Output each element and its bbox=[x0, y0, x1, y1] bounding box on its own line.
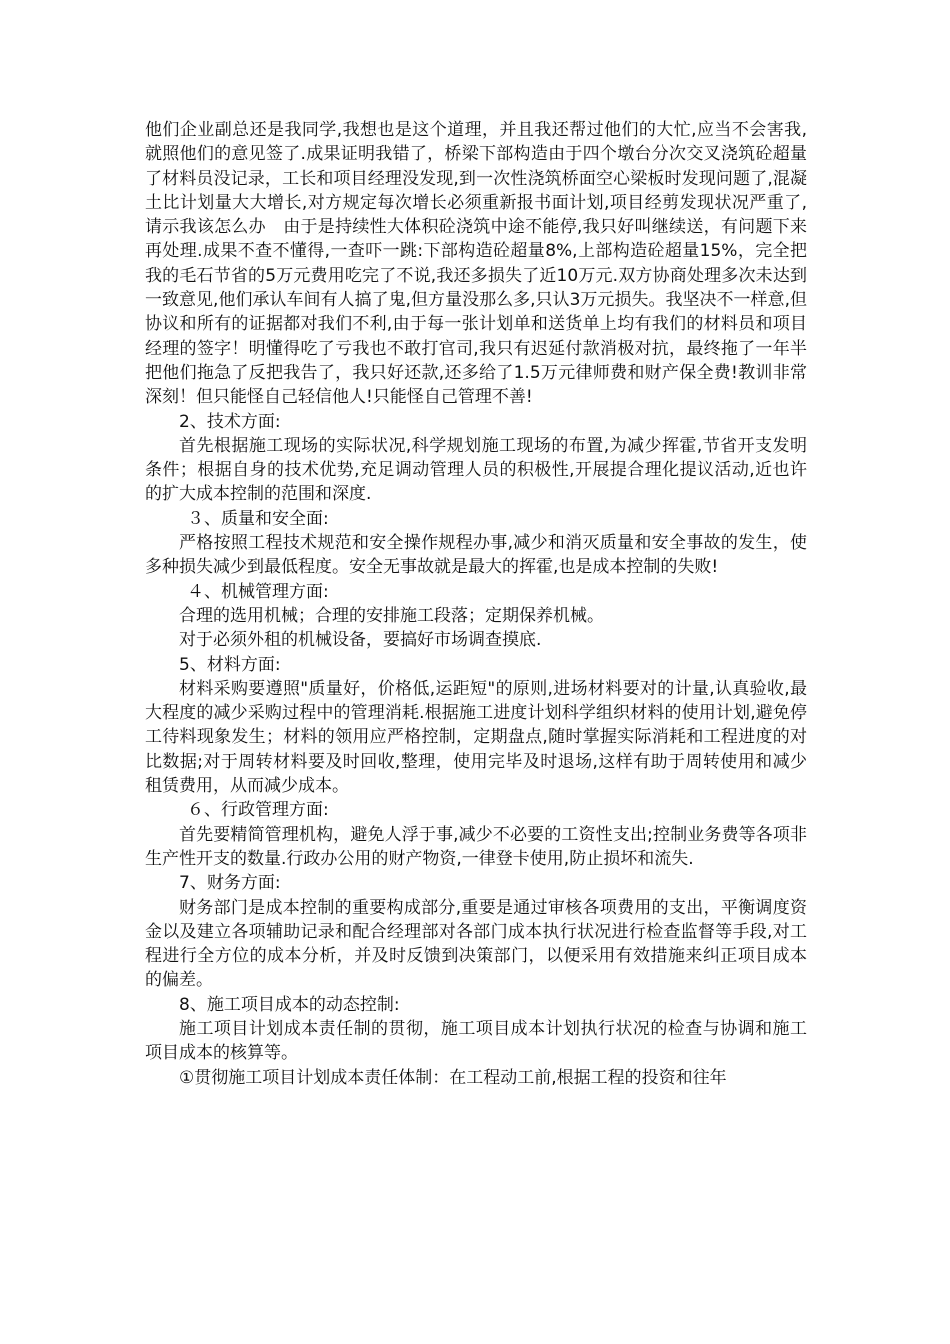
document-page bbox=[145, 118, 807, 1090]
paragraph-machinery-1: 合理的选用机械；合理的安排施工段落；定期保养机械。 bbox=[179, 605, 604, 626]
paragraph-quality-safety: 严格按照工程技术规范和安全操作规程办事,减少和消灭质量和安全事故的发生，使多种损失减少到最低程度。安全无事故就是最大的挥霍,也是成本控制的失败! bbox=[145, 533, 807, 578]
heading-materials: 5、材料方面: bbox=[179, 654, 281, 675]
paragraph-administration: 首先要精简管理机构，避免人浮于事,减少不必要的工资性支出;控制业务费等各项非生产性开支的数量.行政办公用的财产物资,一律登卡使用,防止损坏和流失. bbox=[145, 824, 807, 869]
heading-dynamic-control: 8、施工项目成本的动态控制: bbox=[179, 994, 400, 1015]
heading-machinery: ４、机械管理方面: bbox=[187, 581, 329, 602]
heading-administration: ６、行政管理方面: bbox=[187, 800, 329, 821]
paragraph-finance: 财务部门是成本控制的重要构成部分,重要是通过审核各项费用的支出，平衡调度资金以及建立各项辅助记录和配合经理部对各部门成本执行状况进行检查监督等手段,对工程进行全方位的成本分析，并及时反馈到决策部门，以便采用有效措施来纠正项目成本的偏差。 bbox=[145, 897, 807, 991]
paragraph-item-1: ①贯彻施工项目计划成本责任体制：在工程动工前,根据工程的投资和往年 bbox=[179, 1067, 727, 1088]
heading-quality-safety: ３、质量和安全面: bbox=[187, 508, 329, 529]
heading-technical: 2、技术方面: bbox=[179, 411, 281, 432]
paragraph-materials: 材料采购要遵照"质量好，价格低,运距短"的原则,进场材料要对的计量,认真验收,最大程度的减少采购过程中的管理消耗.根据施工进度计划科学组织材料的使用计划,避免停工待料现象发生；材料的领用应严格控制，定期盘点,随时掌握实际消耗和工程进度的对比数据;对于周转材料要及时回收,整理，使用完毕及时退场,这样有助于周转使用和减少租赁费用，从而减少成本。 bbox=[145, 678, 807, 797]
paragraph-machinery-2: 对于必须外租的机械设备，要搞好市场调查摸底. bbox=[179, 630, 542, 651]
paragraph-technical: 首先根据施工现场的实际状况,科学规划施工现场的布置,为减少挥霍,节省开支发明条件；根据自身的技术优势,充足调动管理人员的积极性,开展提合理化提议活动,近也许的扩大成本控制的范围和深度. bbox=[145, 435, 807, 505]
paragraph-dynamic-control: 施工项目计划成本责任制的贯彻，施工项目成本计划执行状况的检查与协调和施工项目成本的核算等。 bbox=[145, 1018, 807, 1064]
paragraph-case-story: 他们企业副总还是我同学,我想也是这个道理，并且我还帮过他们的大忙,应当不会害我,就照他们的意见签了.成果证明我错了，桥梁下部构造由于四个墩台分次交叉浇筑砼超量了材料员没记录，工长和项目经理没发现,到一次性浇筑桥面空心梁板时发现问题了,混凝土比计划量大大增长,对方规定每次增长必须重新报书面计划,项目经剪发现状况严重了,请示我该怎么办 由于是持续性大体积砼浇筑中途不能停,我只好叫继续送，有问题下来再处理.成果不查不懂得,一查吓一跳:下部构造砼超量8%,上部构造砼超量15%，完全把我的毛石节省的5万元费用吃完了不说,我还多损失了近10万元.双方协商处理多次未达到一致意见,他们承认车间有人搞了鬼,但方量没那么多,只认3万元损失。我坚决不一样意,但协议和所有的证据都对我们不利,由于每一张计划单和送货单上均有我们的材料员和项目经理的签字！明懂得吃了亏我也不敢打官司,我只有迟延付款消极对抗，最终拖了一年半把他们拖急了反把我告了，我只好还款,还多给了1.5万元律师费和财产保全费!教训非常深刻！但只能怪自己轻信他人!只能怪自己管理不善! bbox=[145, 120, 807, 408]
heading-finance: 7、财务方面: bbox=[179, 873, 281, 894]
